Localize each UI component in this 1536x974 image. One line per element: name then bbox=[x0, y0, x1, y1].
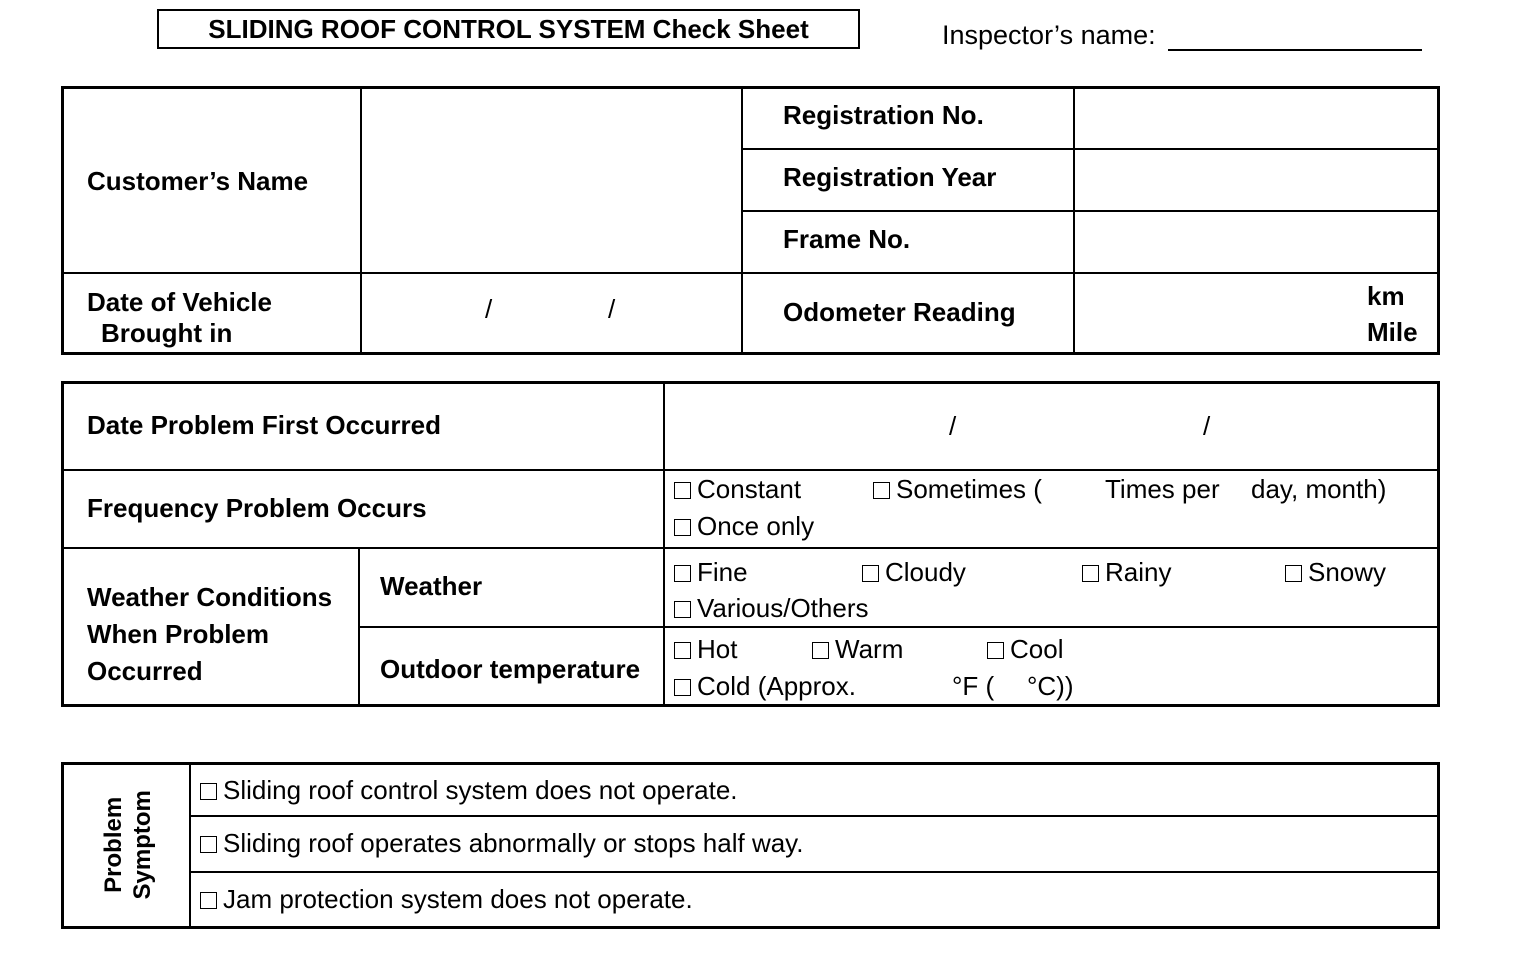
checkbox[interactable] bbox=[812, 642, 829, 659]
customer-name-label: Customer’s Name bbox=[87, 166, 309, 196]
checkbox[interactable] bbox=[200, 892, 217, 909]
date-separator: / bbox=[608, 294, 616, 324]
checkbox[interactable] bbox=[873, 482, 890, 499]
checkbox[interactable] bbox=[674, 519, 691, 536]
date-brought-in-label: Date of Vehicle Brought in bbox=[87, 287, 272, 349]
registration-year-field[interactable] bbox=[1078, 152, 1436, 207]
option-cold[interactable]: Cold (Approx. bbox=[674, 671, 856, 702]
symptom-item[interactable]: Jam protection system does not operate. bbox=[200, 884, 693, 915]
date-brought-in-field[interactable] bbox=[365, 276, 737, 350]
option-snowy[interactable]: Snowy bbox=[1285, 557, 1386, 588]
symptom-item[interactable]: Sliding roof operates abnormally or stops half way. bbox=[200, 828, 803, 859]
option-once-only[interactable]: Once only bbox=[674, 511, 814, 542]
option-cloudy[interactable]: Cloudy bbox=[862, 557, 966, 588]
weather-conditions-label: Weather Conditions When Problem Occurred bbox=[87, 582, 333, 686]
frequency-label: Frequency Problem Occurs bbox=[87, 493, 427, 523]
date-separator: / bbox=[1203, 411, 1211, 441]
option-hot[interactable]: Hot bbox=[674, 634, 737, 665]
inspector-name-label: Inspector’s name: bbox=[942, 20, 1156, 50]
times-per-label: Times per bbox=[1105, 474, 1220, 504]
unit-km-label: km bbox=[1367, 281, 1405, 311]
checkbox[interactable] bbox=[200, 836, 217, 853]
checkbox[interactable] bbox=[200, 783, 217, 800]
fahrenheit-label: °F ( bbox=[952, 671, 995, 701]
check-sheet-title: SLIDING ROOF CONTROL SYSTEM Check Sheet bbox=[157, 9, 860, 49]
checkbox[interactable] bbox=[674, 565, 691, 582]
date-first-occurred-label: Date Problem First Occurred bbox=[87, 410, 441, 440]
problem-symptom-label: Problem Symptom bbox=[100, 790, 156, 900]
checkbox[interactable] bbox=[674, 601, 691, 618]
option-fine[interactable]: Fine bbox=[674, 557, 748, 588]
customer-name-field[interactable] bbox=[365, 90, 737, 268]
frame-no-field[interactable] bbox=[1078, 214, 1436, 269]
checkbox[interactable] bbox=[674, 482, 691, 499]
inspector-name-field[interactable] bbox=[1168, 49, 1422, 51]
symptom-item[interactable]: Sliding roof control system does not operate. bbox=[200, 775, 738, 806]
registration-no-field[interactable] bbox=[1078, 90, 1436, 145]
unit-mile-label: Mile bbox=[1367, 317, 1418, 347]
frame-no-label: Frame No. bbox=[783, 224, 911, 254]
checkbox[interactable] bbox=[674, 679, 691, 696]
day-month-label: day, month) bbox=[1251, 474, 1387, 504]
checkbox[interactable] bbox=[674, 642, 691, 659]
date-separator: / bbox=[949, 411, 957, 441]
registration-year-label: Registration Year bbox=[783, 162, 997, 192]
odometer-label: Odometer Reading bbox=[783, 297, 1016, 327]
date-first-occurred-field[interactable] bbox=[668, 385, 1436, 466]
option-various-others[interactable]: Various/Others bbox=[674, 593, 868, 624]
checkbox[interactable] bbox=[987, 642, 1004, 659]
date-separator: / bbox=[485, 294, 493, 324]
option-cool[interactable]: Cool bbox=[987, 634, 1063, 665]
option-sometimes[interactable]: Sometimes ( bbox=[873, 474, 1042, 505]
option-warm[interactable]: Warm bbox=[812, 634, 903, 665]
option-rainy[interactable]: Rainy bbox=[1082, 557, 1171, 588]
checkbox[interactable] bbox=[862, 565, 879, 582]
registration-no-label: Registration No. bbox=[783, 100, 984, 130]
celsius-label: °C)) bbox=[1027, 671, 1074, 701]
outdoor-temperature-label: Outdoor temperature bbox=[380, 654, 641, 684]
checkbox[interactable] bbox=[1082, 565, 1099, 582]
weather-label: Weather bbox=[380, 571, 483, 601]
option-constant[interactable]: Constant bbox=[674, 474, 801, 505]
checkbox[interactable] bbox=[1285, 565, 1302, 582]
